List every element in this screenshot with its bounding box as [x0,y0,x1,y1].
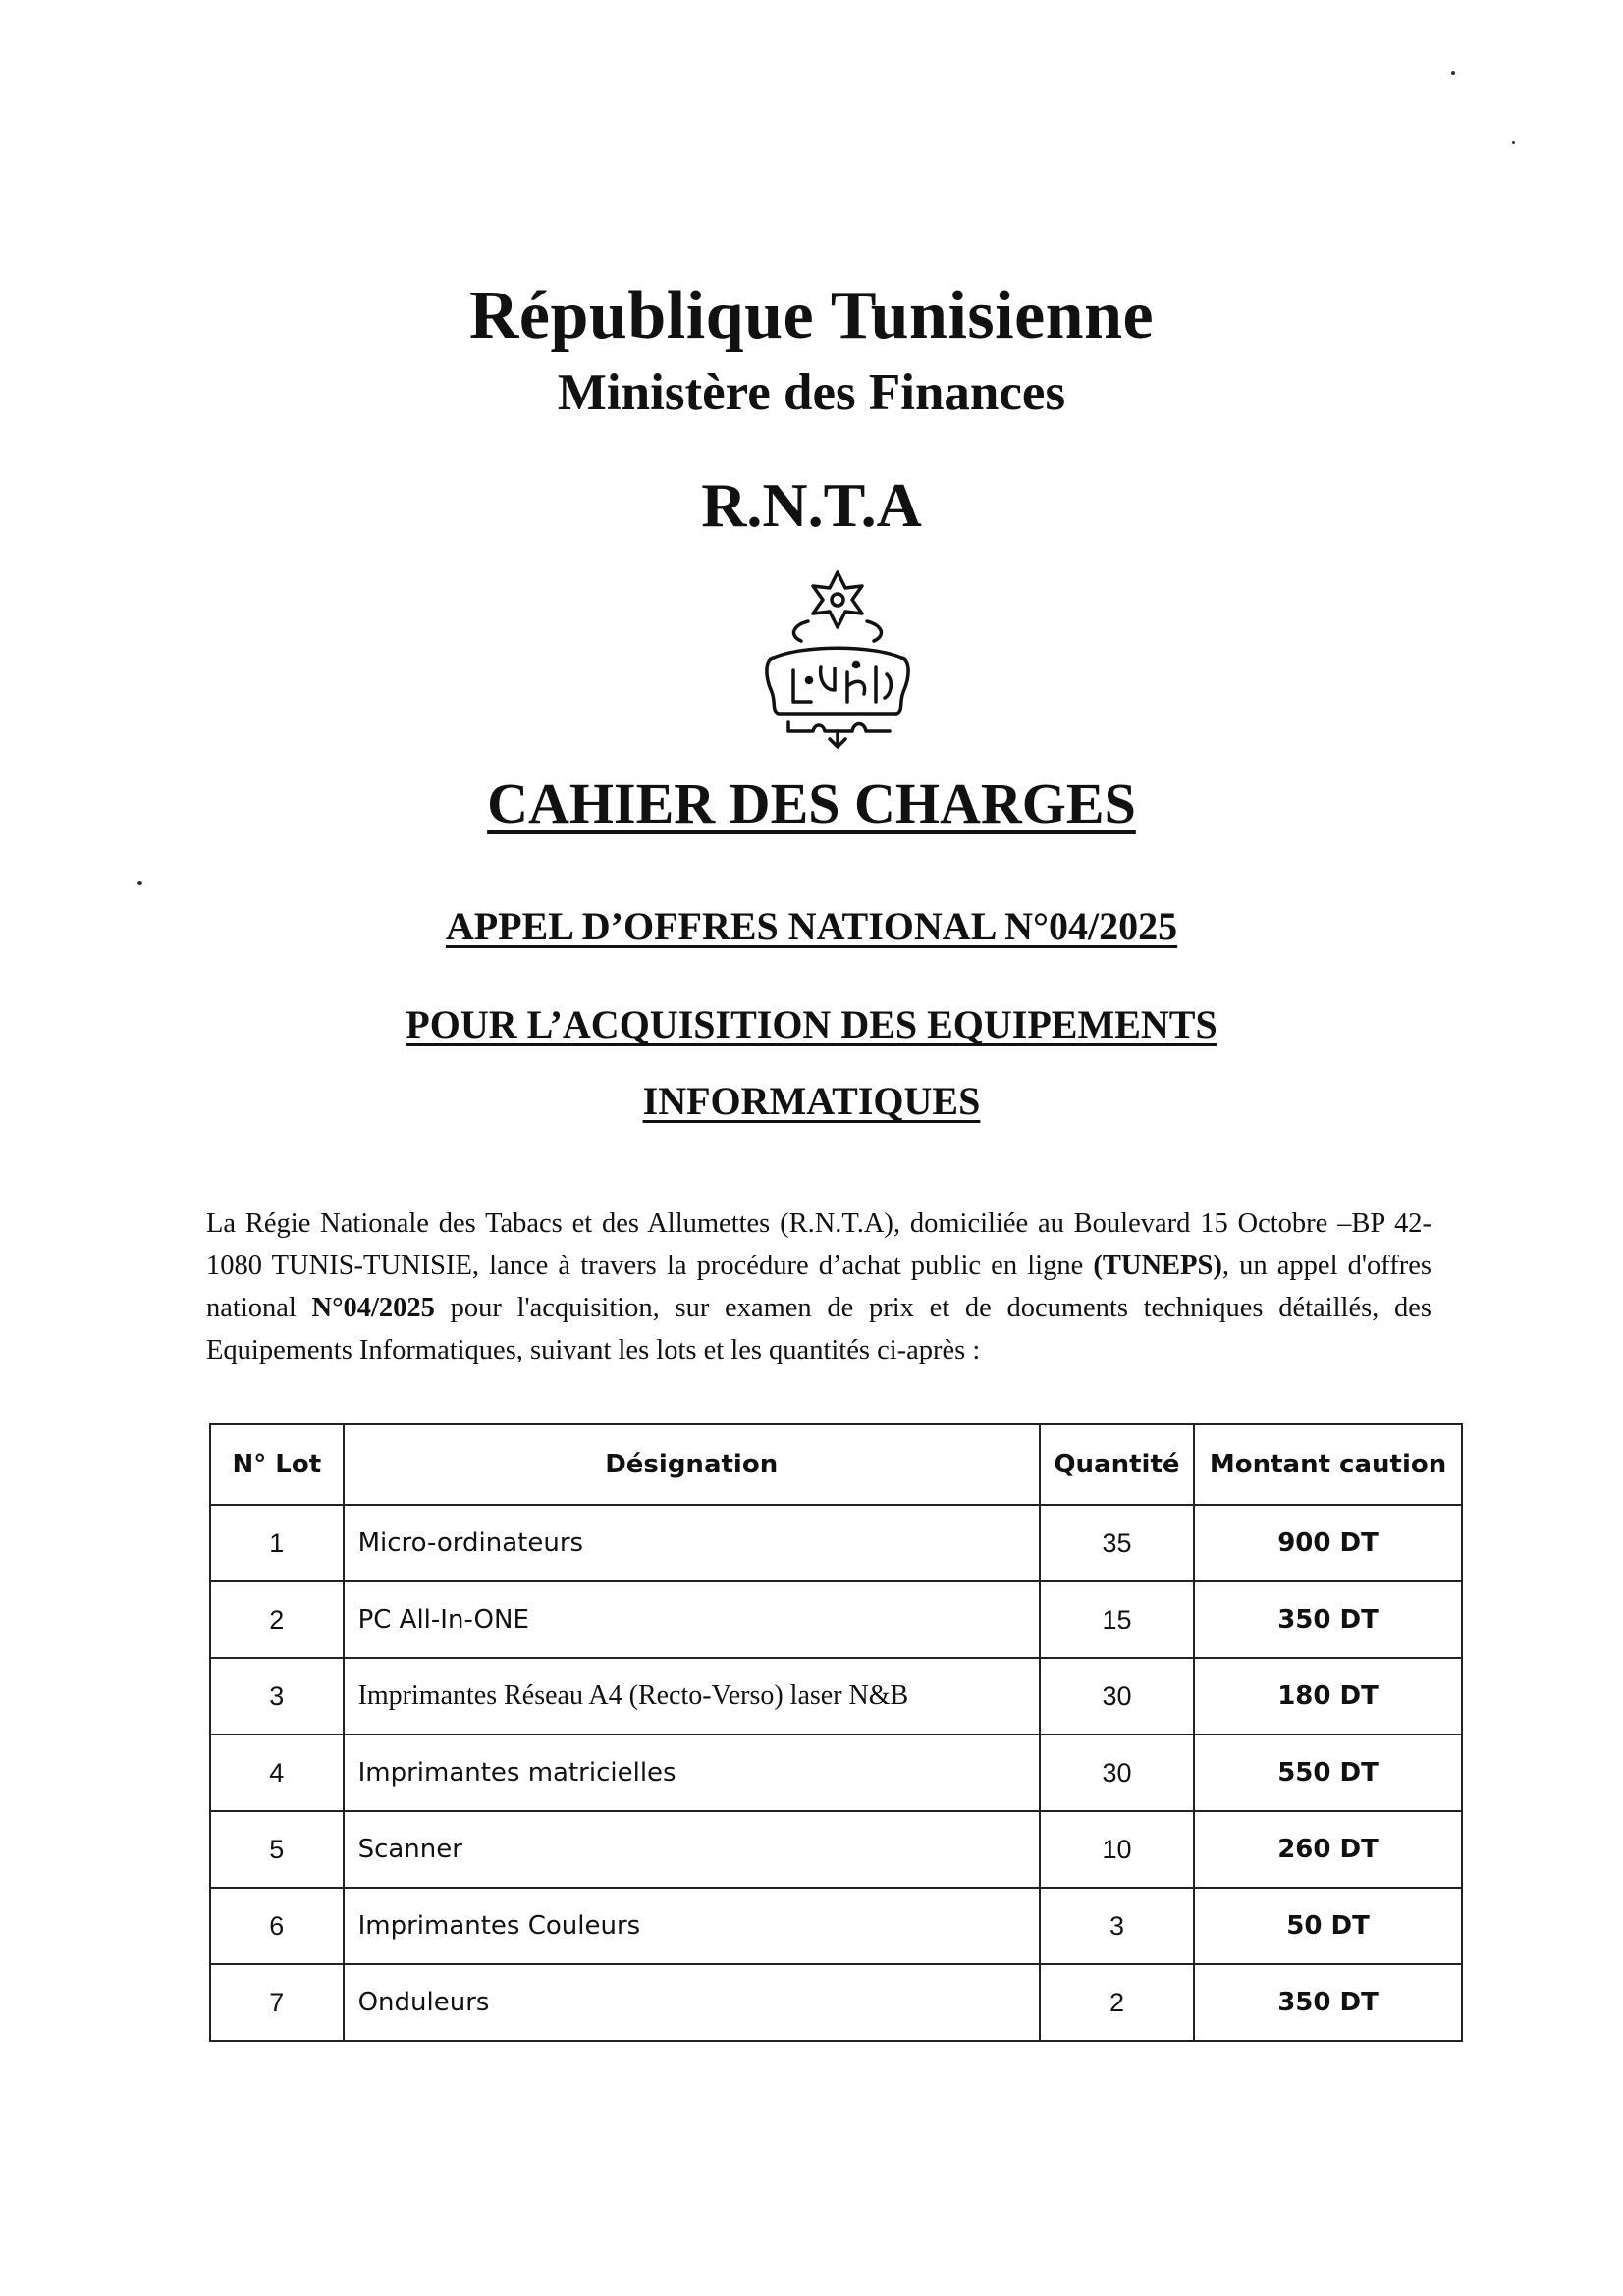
table-row [210,1505,1462,1581]
cell-quantity: 3 [1040,1888,1194,1964]
header-lot: N° Lot [210,1424,344,1505]
organization-heading: R.N.T.A [701,470,922,540]
cell-quantity: 35 [1040,1505,1194,1581]
document-title: CAHIER DES CHARGES [487,772,1136,835]
cell-lot: 6 [210,1888,344,1964]
intro-bold-tuneps: (TUNEPS) [1093,1250,1222,1281]
intro-paragraph [206,1202,1432,1371]
cell-designation: Imprimantes Réseau A4 (Recto-Verso) laser N&B [344,1658,1040,1735]
cell-lot: 1 [210,1505,344,1581]
intro-text: pour l'acquisition, sur examen de prix et de documents techniques détaillés, des Equipements Informatiques, suivant les lots et les quantités ci-après : [206,1292,1432,1365]
lots-table [209,1423,1463,2042]
cell-designation: PC All-In-ONE [344,1581,1040,1658]
intro-text: , un appel d'offres national [206,1250,1432,1323]
cell-amount: 180 DT [1194,1658,1462,1735]
cell-designation: Onduleurs [344,1964,1040,2041]
subject-line-2: INFORMATIQUES [642,1079,981,1123]
table-row [210,1888,1462,1964]
intro-text: La Régie Nationale des Tabacs et des Allumettes (R.N.T.A), domiciliée au Boulevard 15 Octobre –BP 42- 1080 TUNIS-TUNISIE, lance à travers la procédure d’achat public en ligne [206,1207,1432,1281]
table-row [210,1581,1462,1658]
cell-lot: 7 [210,1964,344,2041]
cell-amount: 900 DT [1194,1505,1462,1581]
ministry-heading: Ministère des Finances [557,364,1066,421]
cell-amount: 50 DT [1194,1888,1462,1964]
cell-designation: Imprimantes matricielles [344,1735,1040,1811]
table-row [210,1811,1462,1888]
cell-quantity: 2 [1040,1964,1194,2041]
table-row [210,1735,1462,1811]
cell-lot: 5 [210,1811,344,1888]
header-designation: Désignation [344,1424,1040,1505]
cell-amount: 350 DT [1194,1964,1462,2041]
cell-lot: 4 [210,1735,344,1811]
cell-designation: Scanner [344,1811,1040,1888]
cell-designation: Micro-ordinateurs [344,1505,1040,1581]
cell-amount: 350 DT [1194,1581,1462,1658]
intro-bold-reference: N°04/2025 [311,1292,435,1323]
table-row [210,1964,1462,2041]
cell-lot: 2 [210,1581,344,1658]
scan-speck [137,881,142,885]
scan-speck [1512,141,1515,144]
cell-amount: 260 DT [1194,1811,1462,1888]
cell-quantity: 15 [1040,1581,1194,1658]
table-header-row [210,1424,1462,1505]
cell-amount: 550 DT [1194,1735,1462,1811]
country-heading: République Tunisienne [468,278,1155,353]
scan-speck [1451,71,1455,75]
cell-designation: Imprimantes Couleurs [344,1888,1040,1964]
rnta-logo-icon [754,564,921,751]
tender-reference: APPEL D’OFFRES NATIONAL N°04/2025 [445,904,1178,948]
table-row [210,1658,1462,1735]
subject-line-1: POUR L’ACQUISITION DES EQUIPEMENTS [406,1002,1217,1046]
header-quantity: Quantité [1040,1424,1194,1505]
cell-quantity: 30 [1040,1735,1194,1811]
header-amount: Montant caution [1194,1424,1462,1505]
cell-quantity: 30 [1040,1658,1194,1735]
cell-quantity: 10 [1040,1811,1194,1888]
cell-lot: 3 [210,1658,344,1735]
